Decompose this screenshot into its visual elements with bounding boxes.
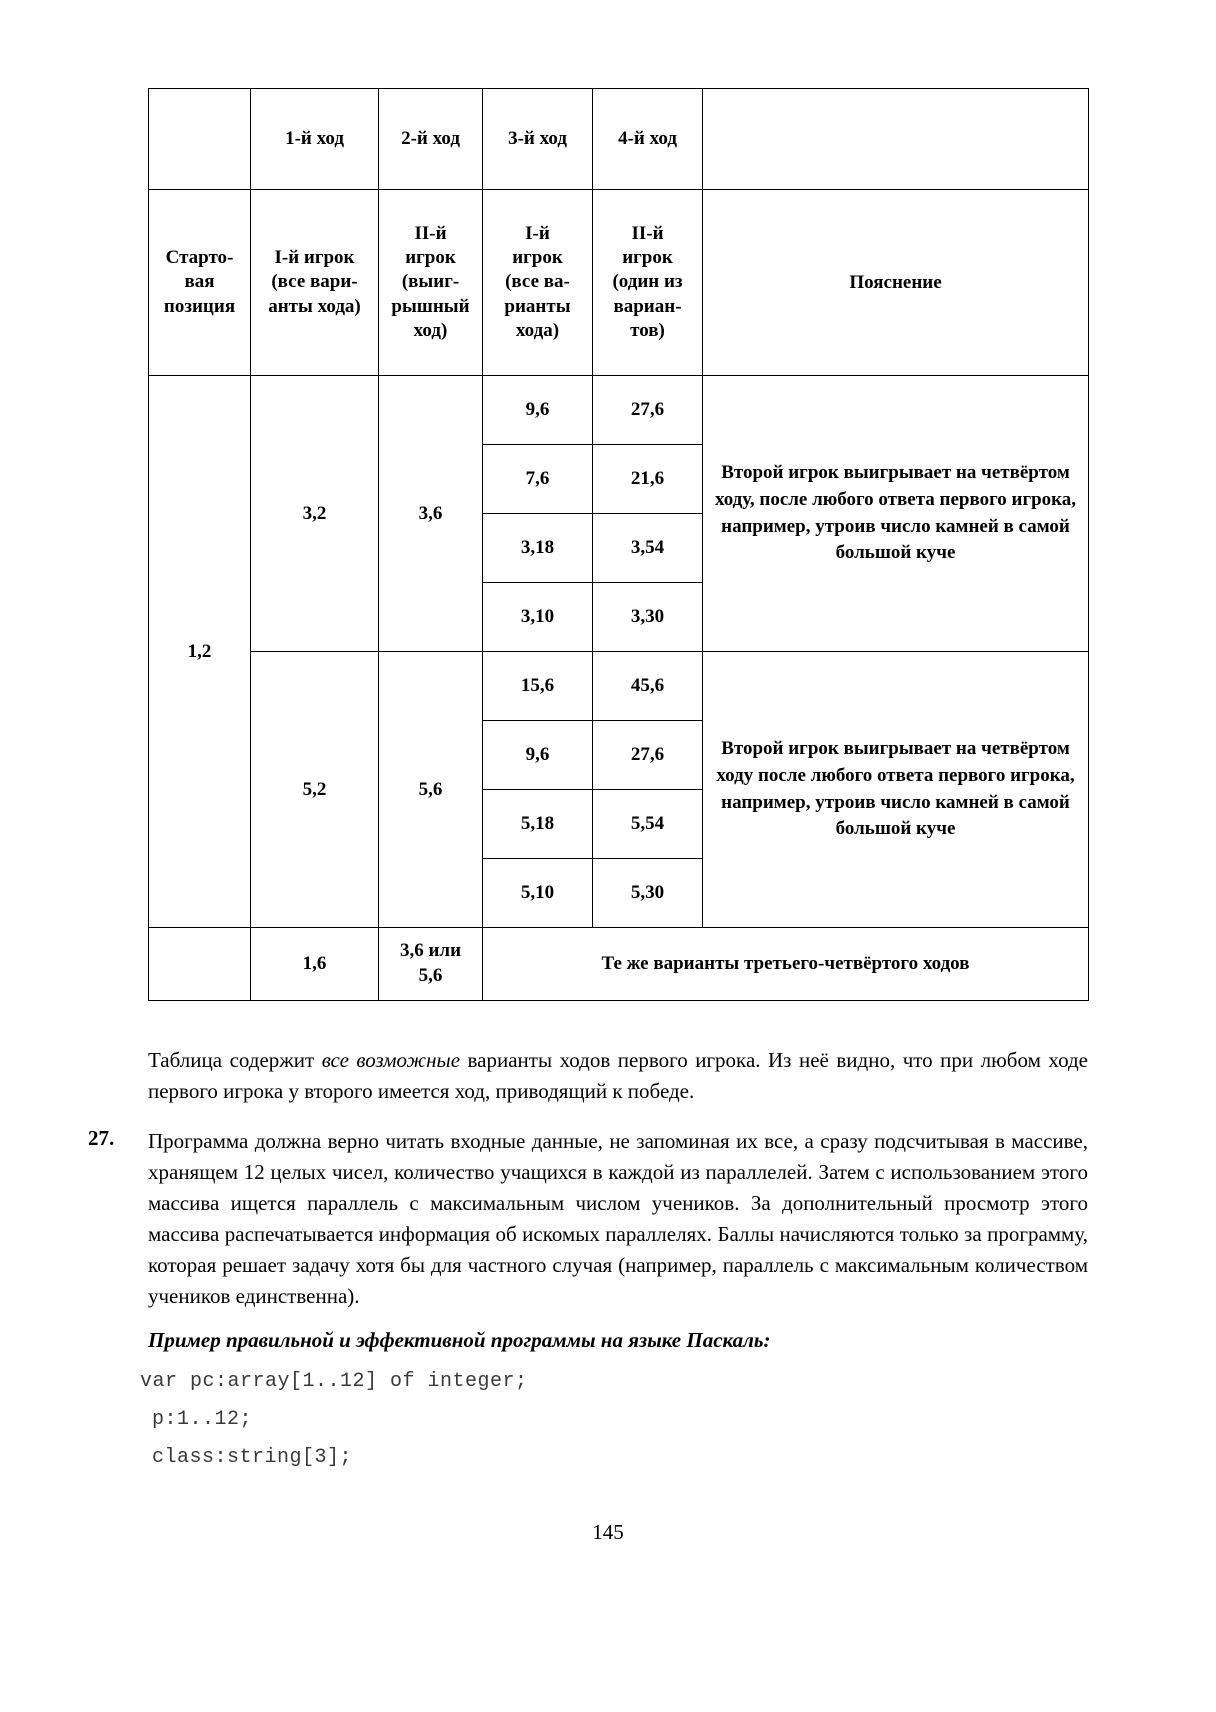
cell-block2-row2-move4: 27,6: [593, 721, 703, 790]
cell-block2-row1-move3: 15,6: [483, 652, 593, 721]
cell-block2-row3-move3: 5,18: [483, 790, 593, 859]
cell-block1-row3-move4: 3,54: [593, 514, 703, 583]
cell-block3-move1: 1,6: [251, 928, 379, 1001]
header-player1-move1-line-1: I-й игрок: [274, 247, 355, 269]
example-caption: Пример правильной и эффективной программы на языке Паскаль:: [148, 1328, 771, 1352]
header-player2-move2-line-4: рышный: [391, 295, 470, 317]
table-header-row-1: [149, 89, 1089, 190]
moves-table-wrapper: [148, 88, 1088, 1001]
header-player2-move2-line-5: ход): [413, 319, 448, 341]
header-player2-move2-line-1: II-й: [414, 222, 447, 244]
cell-start-position-1-2: 1,2: [149, 376, 251, 928]
header-player1-move3-line-3: (все ва-: [505, 271, 570, 293]
cell-block1-row3-move3: 3,18: [483, 514, 593, 583]
header-player1-move1: [251, 190, 379, 376]
cell-block3-move2-line-2: 5,6: [418, 965, 443, 986]
cell-block2-move2: 5,6: [379, 652, 483, 928]
table-row: [149, 652, 1089, 721]
header-player2-move4-line-4: вариан-: [613, 295, 682, 317]
header-player1-move1-line-3: анты хода): [268, 295, 361, 317]
table-header-row-2: [149, 190, 1089, 376]
cell-block2-row3-move4: 5,54: [593, 790, 703, 859]
cell-block1-row1-move4: 27,6: [593, 376, 703, 445]
cell-block2-row4-move4: 5,30: [593, 859, 703, 928]
table-row: [149, 376, 1089, 445]
header-player1-move3-line-4: рианты: [504, 295, 571, 317]
code-line-3: class:string[3];: [152, 1446, 353, 1469]
cell-block3-start-blank: [149, 928, 251, 1001]
cell-block3-move2: [379, 928, 483, 1001]
cell-block3-note: Те же варианты третьего-четвёртого ходов: [483, 928, 1089, 1001]
cell-block2-row1-move4: 45,6: [593, 652, 703, 721]
page-number: 145: [592, 1520, 624, 1544]
cell-block2-move1: 5,2: [251, 652, 379, 928]
cell-block1-move1: 3,2: [251, 376, 379, 652]
header-start-position-line-1: Старто-: [165, 247, 234, 269]
header-start-position: [149, 190, 251, 376]
item-27-number: 27.: [88, 1126, 115, 1150]
paragraph-after-table: [148, 1045, 1088, 1107]
header-player2-move4-line-1: II-й: [631, 222, 664, 244]
cell-block3-move2-line-1: 3,6 или: [399, 940, 462, 962]
cell-block2-explanation: Второй игрок выигрывает на четвёртом ходу после любого ответа первого игрока, например, утроив число камней в самой большой куче: [703, 652, 1089, 928]
cell-block1-move2: 3,6: [379, 376, 483, 652]
cell-block1-explanation: Второй игрок выигрывает на четвёртом ходу, после любого ответа первого игрока, например, утроив число камней в самой большой куче: [703, 376, 1089, 652]
cell-block1-row2-move3: 7,6: [483, 445, 593, 514]
header-player1-move1-line-2: (все вари-: [271, 271, 358, 293]
after-table-part1: Таблица содержит: [148, 1048, 322, 1072]
cell-block1-row1-move3: 9,6: [483, 376, 593, 445]
header-player2-move4-line-3: (один из: [612, 271, 683, 293]
after-table-italic: все возможные: [321, 1048, 461, 1072]
header-start-position-line-3: позиция: [163, 295, 236, 317]
header-move-2: 2-й ход: [379, 89, 483, 190]
header-move-4: 4-й ход: [593, 89, 703, 190]
header-player2-move4-line-2: игрок: [622, 247, 673, 269]
cell-block1-row4-move4: 3,30: [593, 583, 703, 652]
header-player2-move4-line-5: тов): [630, 319, 665, 341]
header-player1-move3: [483, 190, 593, 376]
header-player1-move3-line-1: I-й: [525, 222, 550, 244]
header-explanation-blank: [703, 89, 1089, 190]
cell-block1-row2-move4: 21,6: [593, 445, 703, 514]
cell-block1-row4-move3: 3,10: [483, 583, 593, 652]
moves-table: [148, 88, 1089, 1001]
header-move-3: 3-й ход: [483, 89, 593, 190]
header-player2-move2: [379, 190, 483, 376]
header-player2-move2-line-3: (выиг-: [401, 271, 460, 293]
header-player2-move2-line-2: игрок: [405, 247, 456, 269]
header-player1-move3-line-2: игрок: [512, 247, 563, 269]
header-explanation: Пояснение: [703, 190, 1089, 376]
cell-block2-row2-move3: 9,6: [483, 721, 593, 790]
header-player2-move4: [593, 190, 703, 376]
table-row: [149, 928, 1089, 1001]
header-start-position-line-2: вая: [184, 271, 215, 293]
code-line-2: p:1..12;: [152, 1408, 253, 1431]
header-player1-move3-line-5: хода): [515, 319, 560, 341]
header-corner-cell: [149, 89, 251, 190]
header-move-1: 1-й ход: [251, 89, 379, 190]
after-table-part2: варианты ходов первого игрока. Из неё видно, что при любом ходе первого игрока у второго имеется ход, приводящий к победе.: [148, 1048, 1088, 1104]
item-27-body: Программа должна верно читать входные данные, не запоминая их все, а сразу подсчитывая в массиве, хранящем 12 целых чисел, количество учащихся в каждой из параллелей. Затем с использованием этого массива ищется параллель с максимальным числом учеников. За дополнительный просмотр этого массива распечатывается информация об искомых параллелях. Баллы начисляются только за программу, которая решает задачу хотя бы для частного случая (например, параллель с максимальным количеством учеников единственна).: [148, 1129, 1088, 1309]
cell-block2-row4-move3: 5,10: [483, 859, 593, 928]
code-line-1: var pc:array[1..12] of integer;: [140, 1370, 528, 1393]
